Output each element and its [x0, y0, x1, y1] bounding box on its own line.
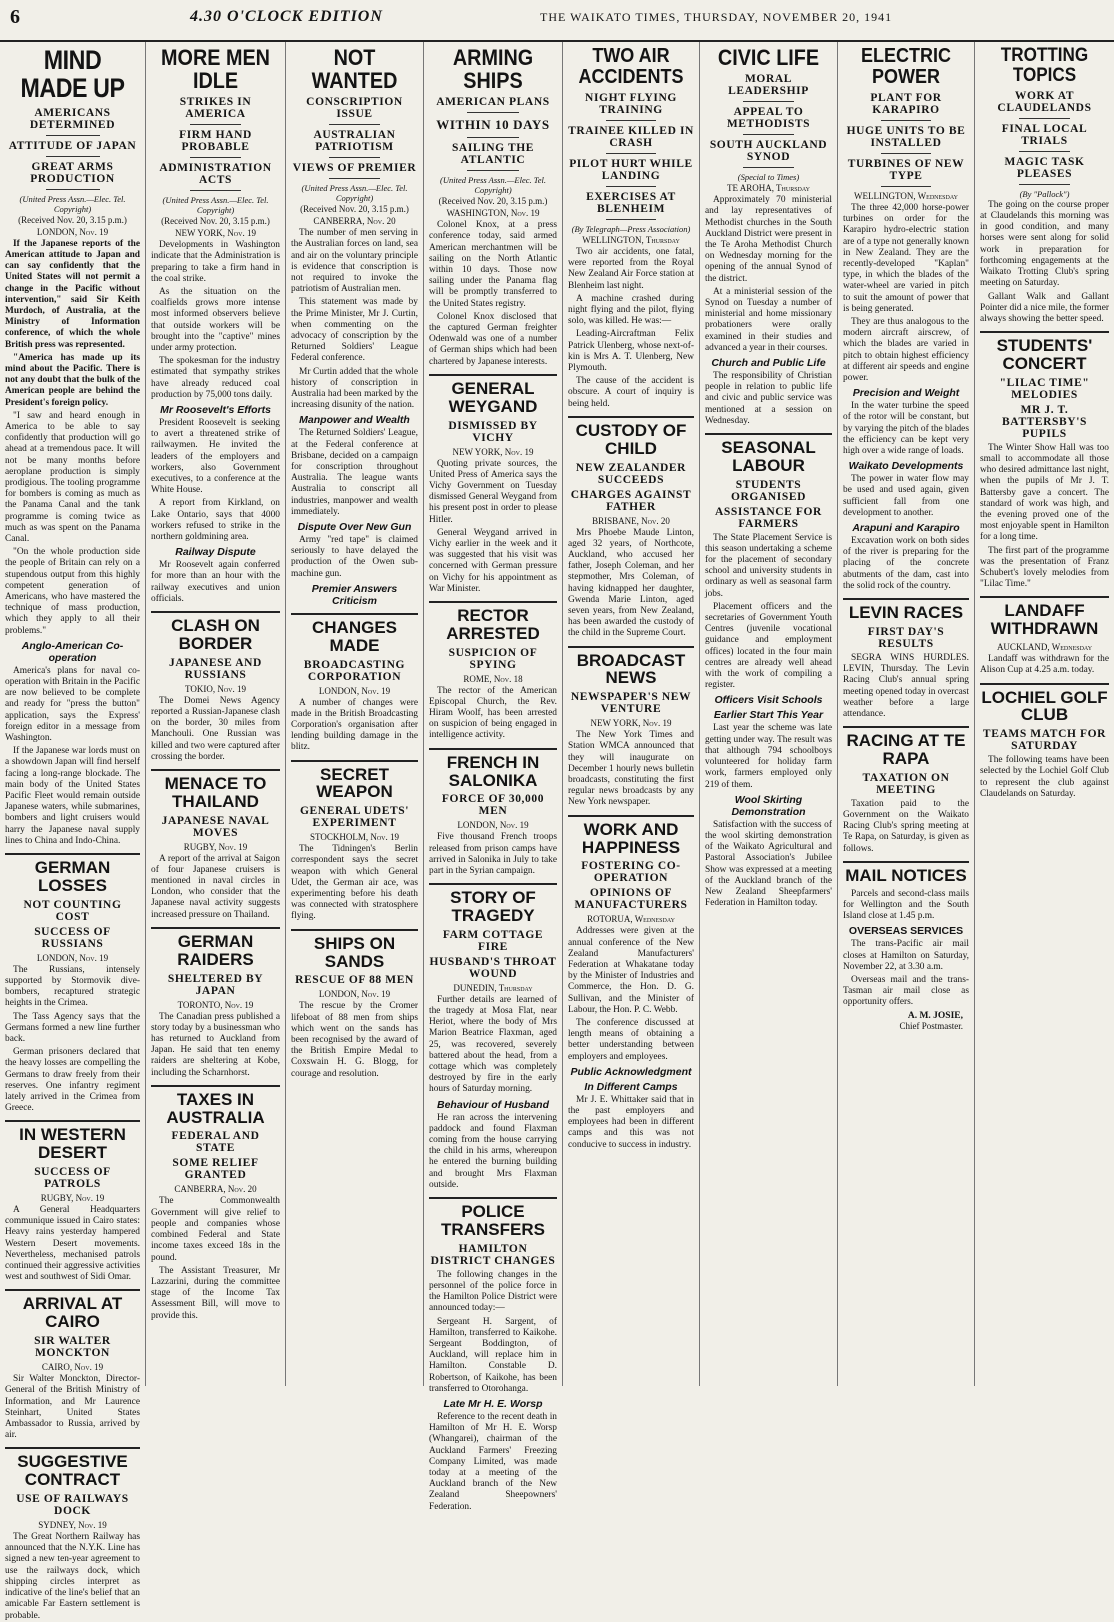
article-paragraph: Taxation paid to the Government on the Waikato Racing Club's spring meeting at Te Rapa, on Saturday, is given as follows.	[843, 798, 969, 854]
article-paragraph: Colonel Knox, at a press conference today, said armed American merchantmen will be sailing on the North Atlantic within 10 days. Those now sailing under the Panama flag will be promptly transferred to the United States registry.	[429, 220, 557, 309]
section-label: Officers Visit Schools	[714, 694, 823, 707]
article-paragraph: If the Japanese reports of the American attitude to Japan and can say confidently that the United States will not permit a change in the Pacific without intervention," said Sir Keith Murdoch, of Australia, at the Ministry of Information conference, of which the whole British press was represented.	[5, 238, 140, 350]
subhead: "LILAC TIME" MELODIES	[999, 376, 1090, 401]
subhead: SOME RELIEF GRANTED	[172, 1157, 259, 1182]
subhead: NEW ZEALANDER SUCCEEDS	[575, 461, 687, 486]
article-paragraph: Satisfaction with the success of the wool skirting demonstration of the Waikato Agricultural and Pastoral Association's Jubilee Show was expressed at a meeting of the Auckland branch of the New Zealand Sheepfarmers' Federation in Hamilton today.	[705, 819, 832, 909]
article-paragraph: At a ministerial session of the Synod on Tuesday a number of ministerial and home missionary probationers were orally examined in their studies and advanced a year in their courses.	[705, 286, 832, 353]
dateline: STOCKHOLM, Nov. 19	[309, 832, 399, 843]
subhead: AMERICAN PLANS	[436, 96, 550, 109]
subhead: CONSCRIPTION ISSUE	[306, 96, 403, 121]
subhead: PILOT HURT WHILE LANDING	[569, 158, 693, 182]
paper-date-line: THE WAIKATO TIMES, THURSDAY, NOVEMBER 20, 1941	[540, 10, 893, 24]
dateline: RUGBY, Nov. 19	[183, 841, 248, 852]
article-paragraph: A number of changes were made in the British Broadcasting Corporation's organisation after lending building damage in the blitz.	[291, 697, 418, 753]
headline-work-and-happiness: WORK AND HAPPINESS	[581, 819, 681, 857]
headline-menace-thailand: MENACE TO THAILAND	[164, 773, 267, 811]
headline-racing-te-rapa: RACING AT TE RAPA	[846, 731, 966, 768]
headline-seasonal-labour: SEASONAL LABOUR	[721, 437, 816, 475]
article-paragraph: The rescue by the Cromer lifeboat of 88 men from ships which went on the sands has been recognised by the award of the British Empire Medal to Coxswain H. G. Blogg, for courage and resolution.	[291, 1001, 418, 1079]
headline-french-salonika: FRENCH IN SALONIKA	[446, 752, 540, 790]
dateline: CAIRO, Nov. 19	[41, 1362, 104, 1373]
article-paragraph: Leading-Aircraftman Felix Patrick Ulenberg, whose next-of-kin is Mrs A. T. Ulenberg, New Plymouth.	[568, 329, 694, 374]
article-paragraph: The going on the course proper at Claudelands this morning was in good condition, and many horses were sent along for solid work in preparation for forthcoming engagements at the Waikato Trotting Club's spring meeting on Saturday.	[980, 199, 1109, 289]
wire-credit: (United Press Assn.—Elec. Tel. Copyright)	[440, 175, 546, 196]
section-label: Arapuni and Karapiro	[852, 522, 960, 535]
edition-title: 4.30 O'CLOCK EDITION	[190, 8, 383, 25]
headline-more-men-idle: MORE MEN IDLE	[161, 45, 270, 94]
headline-police-transfers: POLICE TRANSFERS	[441, 1202, 545, 1239]
article-paragraph: Further details are learned of the tragedy at Mosa Flat, near Heriot, where the body of Mrs Marion Beatrice Flaxman, aged 25, was recovered, severely battered about the head, from a cottage which was completely destroyed by fire in the early hours of Saturday morning.	[429, 994, 557, 1095]
subhead: FINAL LOCAL TRIALS	[1001, 122, 1088, 147]
section-label: Church and Public Life	[711, 356, 826, 369]
headline-students-concert: STUDENTS' CONCERT	[996, 336, 1093, 373]
headline-electric-power: ELECTRIC POWER	[861, 45, 951, 88]
dateline: BRISBANE, Nov. 20	[592, 515, 670, 526]
subhead: WITHIN 10 DAYS	[436, 117, 550, 133]
article-paragraph: Placement officers and the secretaries of Government Youth Centres (juvenile vocational guidance and employment offices) located in the four main centres are already well ahead with the work of compiling a register.	[705, 601, 832, 691]
article-paragraph: The Tass Agency says that the Germans formed a new line further back.	[5, 1011, 140, 1044]
headline-changes-made: CHANGES MADE	[311, 617, 397, 655]
subhead: MAGIC TASK PLEASES	[1004, 155, 1085, 180]
dateline: LONDON, Nov. 19	[36, 226, 109, 237]
subhead: FIRST DAY'S RESULTS	[867, 625, 945, 650]
dateline: AUCKLAND, Wednesday	[996, 642, 1093, 653]
column-4	[424, 42, 563, 1512]
section-label: Premier Answers Criticism	[311, 582, 398, 607]
article-paragraph: The spokesman for the industry estimated that sympathy strikes have already reduced coal production by 75,000 tons daily.	[151, 356, 280, 400]
article-paragraph: As the situation on the coalfields grows more intense most informed observers believe that outside workers will be brought into the "captive" mines under army protection.	[151, 287, 280, 354]
article-paragraph: The responsibility of Christian people in relation to public life and civic and public service was mentioned at a session on Wednesday.	[705, 370, 832, 426]
headline-custody-of-child: CUSTODY OF CHILD	[575, 420, 687, 458]
dateline: SYDNEY, Nov. 19	[38, 1520, 107, 1531]
article-paragraph: Mr Curtin added that the whole history of conscription in Australia had been marked by the increasing disunity of the nation.	[291, 366, 418, 411]
column-3	[286, 42, 424, 1386]
article-paragraph: Overseas mail and the trans-Tasman air mail close as opportunity offers.	[843, 974, 969, 1008]
page-number: 6	[10, 6, 20, 28]
received-time: (Received Nov. 20, 3.15 p.m.)	[18, 214, 127, 225]
subhead: NOT COUNTING COST	[23, 898, 122, 923]
headline-clash-on-border: CLASH ON BORDER	[171, 616, 260, 653]
subhead: SAILING THE ATLANTIC	[451, 142, 535, 167]
headline-arrival-cairo: ARRIVAL AT CAIRO	[22, 1294, 123, 1332]
article-paragraph: Mr J. E. Whittaker said that in the past employers and employees had been in different camps and this was not conducive to success in industry.	[568, 1094, 694, 1150]
subhead: WORK AT CLAUDELANDS	[997, 89, 1092, 114]
article-paragraph: If the Japanese war lords must on a showdown Japan will find herself facing a long-range blockade. The main body of the United States Pacific Fleet would remain outside Japanese waters, while submarines, bombers and light cruisers would harry the Japanese naval supply lines to China and Indo-China.	[5, 746, 140, 846]
article-paragraph: General Weygand arrived in Vichy earlier in the week and it was suggested that his visit was concerned with German pressure on Vichy for his appointment as War Minister.	[429, 527, 557, 594]
dateline: CANBERRA, Nov. 20	[313, 216, 396, 227]
headline-western-desert: IN WESTERN DESERT	[19, 1125, 126, 1163]
dateline: NEW YORK, Nov. 19	[452, 446, 534, 457]
article-paragraph: Landaff was withdrawn for the Alison Cup at 4.25 a.m. today.	[980, 654, 1109, 676]
article-paragraph: This statement was made by the Prime Minister, Mr J. Curtin, when commenting on the advocacy of conscription by the Returned Soldiers' League Federal conference.	[291, 297, 418, 364]
headline-trotting-topics: TROTTING TOPICS	[1000, 45, 1089, 86]
subhead: ATTITUDE OF JAPAN	[8, 139, 137, 152]
article-paragraph: America's plans for naval co-operation with Britain in the Pacific are now believed to be complete and ready for "press the button" application, says the Express' foreign editor in a message from Washington.	[5, 665, 140, 744]
section-label: Mr Roosevelt's Efforts	[160, 404, 271, 417]
article-paragraph: The Canadian press published a story today by a businessman who has returned to Auckland from Japan. He said that ten enemy raiders are sheltering at Kobe, including the Scharnhorst.	[151, 1011, 280, 1078]
headline-rector-arrested: RECTOR ARRESTED	[446, 605, 540, 643]
subhead: TAXATION ON MEETING	[862, 771, 950, 796]
subhead: HUGE UNITS TO BE INSTALLED	[846, 125, 966, 149]
column-5	[563, 42, 700, 1386]
article-paragraph: The State Placement Service is this season undertaking a scheme for the placement of secondary school and university students in ordinary as well as seasonal farm jobs.	[705, 532, 832, 599]
dateline: ROTORUA, Wednesday	[587, 914, 675, 925]
article-paragraph: In the water turbine the speed of the rotor will be constant, but by varying the pitch of the blades the efficiency can be kept very high over a wide range of loads.	[843, 401, 969, 457]
article-paragraph: "America has made up its mind about the Pacific. There is not any doubt that the bulk of the American people are behind the President's foreign policy.	[5, 352, 140, 408]
article-paragraph: Army "red tape" is claimed seriously to have delayed the production of the Owen sub-machine gun.	[291, 535, 418, 579]
section-label: Earlier Start This Year	[713, 709, 824, 722]
article-paragraph: A report of the arrival at Saigon of four Japanese cruisers is mentioned in naval circles in London, who consider that the Japanese naval activity suggests increased pressure on Thailand.	[151, 853, 280, 920]
headline-mind-made-up: MIND MADE UP	[20, 45, 125, 104]
subhead: VIEWS OF PREMIER	[292, 162, 417, 175]
article-paragraph: German prisoners declared that the heavy losses are compelling the Germans to draw freely from their reserves. One infantry regiment lately arrived in the Crimea from Greece.	[5, 1047, 140, 1114]
dateline: TE AROHA, Thursday	[726, 183, 811, 194]
subhead: APPEAL TO METHODISTS	[726, 106, 811, 131]
subhead: NEWSPAPER'S NEW VENTURE	[570, 691, 692, 716]
subhead: SHELTERED BY JAPAN	[167, 972, 264, 997]
dateline: LONDON, Nov. 19	[36, 952, 109, 963]
received-time: (Received Nov. 20, 3.15 p.m.)	[438, 196, 548, 207]
article-paragraph: Parcels and second-class mails for Wellington and the South Island close at 1.45 p.m.	[843, 888, 969, 922]
section-label: Railway Dispute	[175, 546, 256, 559]
article-paragraph: Mr Roosevelt again conferred for more than an hour with the railway executives and union officials.	[151, 560, 280, 604]
article-paragraph: Sir Walter Monckton, Director-General of the British Ministry of Information, and Mr Laurence Steinhart, United States Ambassador to Russia, arrived by air.	[5, 1374, 140, 1441]
section-label: Late Mr H. E. Worsp	[443, 1398, 543, 1411]
article-paragraph: A machine crashed during night flying and the pilot, flying solo, was killed. He was:—	[568, 293, 694, 327]
subhead: STUDENTS ORGANISED	[730, 478, 807, 503]
column-2	[146, 42, 286, 1386]
article-paragraph: The New York Times and Station WMCA announced that they will inaugurate on December 1 hourly news bulletin broadcasts, constituting the first regular news broadcasts by any New York newspaper.	[568, 730, 694, 808]
section-label: Wool Skirting Demonstration	[731, 793, 806, 818]
headline-story-of-tragedy: STORY OF TRAGEDY	[450, 888, 536, 925]
subhead: PLANT FOR KARAPIRO	[870, 92, 942, 116]
subhead: JAPANESE NAVAL MOVES	[161, 814, 270, 839]
article-paragraph: Five thousand French troops released from prison camps have arrived in Salonika in July to take part in the Syrian campaign.	[429, 832, 557, 876]
byline: (By "Pallock")	[1019, 188, 1070, 199]
subhead: JAPANESE AND RUSSIANS	[169, 656, 262, 681]
wire-credit: (Special to Times)	[737, 172, 800, 183]
article-paragraph: They are thus analogous to the modern aircraft airscrew, of which the blades are varied in pitch to obtain highest efficiency at different air speeds and engine power.	[843, 317, 969, 384]
subhead: BROADCASTING CORPORATION	[303, 658, 406, 683]
article-paragraph: The number of men serving in the Australian forces on land, sea and air on the voluntary principle is evidence that conscription is not required to invoke the patriotism of Australian men.	[291, 228, 418, 295]
article-paragraph: "On the whole production side the people of Britain can rely on a stupendous output from this highly competent generation of Americans, who have mastered the technique of mass production, which they apply to all their problems."	[5, 547, 140, 636]
subhead: NIGHT FLYING TRAINING	[585, 92, 677, 116]
dateline: TOKIO, Nov. 19	[185, 683, 246, 694]
headline-broadcast-news: BROADCAST NEWS	[576, 650, 686, 688]
headline-two-air-accidents: TWO AIR ACCIDENTS	[578, 45, 684, 88]
dateline: WELLINGTON, Wednesday	[854, 191, 958, 201]
article-paragraph: Excavation work on both sides of the river is preparing for the placing of the concrete abutments of the dam, cast into the solid rock of the country.	[843, 536, 969, 591]
article-paragraph: Sergeant H. Sargent, of Hamilton, transferred to Kaikohe. Sergeant Boddington, of Auckland, will replace him in Hamilton. Constable D. Robertson, of Kaikohe, has been transferred to Otorohanga.	[429, 1316, 557, 1394]
article-paragraph: The Winter Show Hall was too small to accommodate all those who desired admittance last night, when the pupils of Mr J. T. Battersby gave a concert. The standard of work was high, and the evening proved one of the most enjoyable spent in Hamilton for a long time.	[980, 442, 1109, 543]
article-paragraph: The rector of the American Episcopal Church, the Rev. Hiram Woolf, has been arrested on suspicion of being engaged in intelligence activity.	[429, 685, 557, 741]
article-paragraph: Approximately 70 ministerial and lay representatives of Methodist churches in the South Auckland District were present in the Te Aroha Methodist Church on Wednesday morning for the opening of the annual Synod of the district.	[705, 195, 832, 284]
dateline: WASHINGTON, Nov. 19	[446, 208, 540, 219]
subhead: SIR WALTER MONCKTON	[34, 1335, 111, 1360]
article-paragraph: The Domei News Agency reported a Russian-Japanese clash on the border, 30 miles from Manchouli. One Russian was killed and two were captured after crossing the border.	[151, 695, 280, 762]
subhead: FEDERAL AND STATE	[171, 1130, 260, 1155]
dateline: ROME, Nov. 18	[463, 673, 523, 684]
subhead: TRAINEE KILLED IN CRASH	[568, 125, 694, 149]
headline-arming-ships: ARMING SHIPS	[452, 45, 534, 94]
article-paragraph: The Commonwealth Government will give relief to people and companies whose combined Federal and State income taxes exceed 18s in the pound.	[151, 1196, 280, 1263]
article-paragraph: A report from Kirkland, on Lake Ontario, says that 4000 workers refused to strike in the northern goldmining area.	[151, 498, 280, 543]
headline-secret-weapon: SECRET WEAPON	[316, 764, 393, 802]
subhead: USE OF RAILWAYS DOCK	[16, 1493, 129, 1518]
article-paragraph: Two air accidents, one fatal, were reported from the Royal New Zealand Air Force station at Blenheim last night.	[568, 247, 694, 291]
wire-credit: (By Telegraph—Press Association)	[571, 224, 691, 234]
subhead: GREAT ARMS PRODUCTION	[30, 160, 115, 185]
subhead: AMERICANS DETERMINED	[29, 106, 116, 131]
headline-general-weygand: GENERAL WEYGAND	[448, 378, 538, 416]
article-paragraph: Last year the scheme was late getting under way. The result was that although 794 schoolboys volunteered for holiday farm work, farmers employed only 219 of them.	[705, 723, 832, 790]
wire-credit: (United Press Assn.—Elec. Tel. Copyright)	[301, 183, 408, 204]
headline-ships-on-sands: SHIPS ON SANDS	[313, 933, 396, 971]
section-label: Waikato Developments	[848, 460, 964, 473]
headline-not-wanted: NOT WANTED	[311, 45, 398, 94]
article-paragraph: The Returned Soldiers' League, at the Federal conference at Brisbane, decided on a campaign for conscription throughout Australia. The league wants Australia to conscript all industries, manpower and wealth immediately.	[291, 428, 418, 517]
article-paragraph: The following teams have been selected by the Lochiel Golf Club to represent the club against Claudelands on Saturday.	[980, 755, 1109, 799]
article-paragraph: The three 42,000 horse-power turbines on order for the Karapiro hydro-electric station are of a type not generally known in New Zealand. They are the recently-developed "Kaplan" type, in which the blades of the water-wheel are varied in pitch to suit the amount of power that is being generated.	[843, 203, 969, 314]
headline-civic-life: CIVIC LIFE	[717, 45, 820, 70]
wire-credit: (United Press Assn.—Elec. Tel. Copyright)	[162, 195, 269, 216]
subhead: RESCUE OF 88 MEN	[295, 974, 414, 987]
masthead	[0, 0, 1114, 42]
subhead: HAMILTON DISTRICT CHANGES	[430, 1242, 556, 1267]
dateline: TORONTO, Nov. 19	[177, 999, 254, 1010]
article-paragraph: Colonel Knox disclosed that the captured German freighter Odenwald was one of a number of German ships which had been chartered by Japanese interests.	[429, 311, 557, 367]
article-paragraph: The Tidningen's Berlin correspondent says the secret weapon with which General Udet, the German air ace, was experimenting before his death was connected with stratosphere flying.	[291, 844, 418, 922]
subhead: SUCCESS OF PATROLS	[34, 1166, 111, 1191]
dateline: CANBERRA, Nov. 20	[174, 1184, 257, 1195]
article-paragraph: The Assistant Treasurer, Mr Lazzarini, during the committee stage of the Income Tax Assessment Bill, will move to provide this.	[151, 1265, 280, 1321]
section-label: Behaviour of Husband	[436, 1098, 549, 1111]
dateline: LONDON, Nov. 19	[318, 989, 391, 1000]
received-time: (Received Nov. 20, 3.15 p.m.)	[161, 216, 270, 227]
article-paragraph: The first part of the programme was the presentation of Franz Schubert's lovely melodies from "Lilac Time."	[980, 545, 1109, 590]
subhead: OPINIONS OF MANUFACTURERS	[574, 887, 688, 912]
subhead: FIRM HAND PROBABLE	[179, 129, 252, 154]
subhead: DISMISSED BY VICHY	[448, 419, 538, 444]
subhead: SUSPICION OF SPYING	[448, 646, 538, 671]
headline-suggestive-contract: SUGGESTIVE CONTRACT	[17, 1452, 128, 1490]
section-label: Anglo-American Co-operation	[21, 639, 124, 664]
columns	[0, 42, 1114, 1621]
subhead: FOSTERING CO-OPERATION	[581, 860, 681, 885]
article-paragraph: Addresses were given at the annual conference of the New Zealand Manufacturers' Federation at Whakatane today by the Minister of Industries and Commerce, the Hon. D. G. Sullivan, and the Minister of Labour, the Hon. P. C. Webb.	[568, 926, 694, 1015]
headline-mail-notices: MAIL NOTICES	[845, 865, 967, 885]
subhead: AUSTRALIAN PATRIOTISM	[313, 129, 396, 154]
dateline: RUGBY, Nov. 19	[40, 1193, 105, 1204]
subhead: MORAL LEADERSHIP	[728, 73, 809, 98]
subhead: HUSBAND'S THROAT WOUND	[429, 955, 557, 980]
article-paragraph: The conference discussed at length means of obtaining a better understanding between employers and employees.	[568, 1017, 694, 1062]
dateline: NEW YORK, Nov. 19	[590, 718, 672, 729]
column-6	[700, 42, 838, 1386]
section-label: In Different Camps	[584, 1080, 678, 1093]
subhead: TURBINES OF NEW TYPE	[847, 158, 965, 182]
dateline: LONDON, Nov. 19	[457, 820, 529, 831]
article-paragraph: Mrs Phoebe Maude Linton, aged 32 years, of Northcote, Auckland, who accused her father, Joseph Coleman, and her stepmother, Mrs Coleman, of having kidnapped her daughter, Gwenda Marie Linton, aged seven years, from New Zealand, has been awarded the custody of the child in the Supreme Court.	[568, 527, 694, 639]
section-label: Manpower and Wealth	[299, 414, 410, 427]
subhead: EXERCISES AT BLENHEIM	[586, 191, 676, 215]
dateline: NEW YORK, Nov. 19	[175, 228, 256, 239]
subhead: SUCCESS OF RUSSIANS	[34, 925, 111, 950]
section-label: Public Acknowledgment	[570, 1065, 692, 1078]
signature: A. M. JOSIE,	[907, 1010, 963, 1021]
wire-credit: (United Press Assn.—Elec. Tel. Copyright)	[19, 193, 126, 214]
article-paragraph: The Russians, intensely supported by Stormovik dive-bombers, recaptured strategic heights in the Crimea.	[5, 964, 140, 1009]
received-time: (Received Nov. 20, 3.15 p.m.)	[300, 204, 409, 215]
subhead: SOUTH AUCKLAND SYNOD	[709, 139, 828, 164]
subhead: TEAMS MATCH FOR SATURDAY	[982, 728, 1107, 753]
headline-lochiel-golf: LOCHIEL GOLF CLUB	[981, 687, 1108, 725]
article-paragraph: Developments in Washington indicate that the Administration is preparing to take a firm hand in the coal strike.	[151, 240, 280, 284]
article-paragraph: The following changes in the personnel of the police force in the Hamilton Police District were announced today:—	[429, 1269, 557, 1314]
subhead: STRIKES IN AMERICA	[179, 96, 252, 121]
headline-levin-races: LEVIN RACES	[848, 603, 964, 623]
dateline: LONDON, Nov. 19	[318, 685, 391, 696]
subhead: ADMINISTRATION ACTS	[159, 162, 272, 187]
headline-taxes-australia: TAXES IN AUSTRALIA	[166, 1089, 265, 1127]
dateline: DUNEDIN, Thursday	[453, 982, 533, 993]
column-1	[0, 42, 146, 1621]
article-paragraph: He ran across the intervening paddock and found Flaxman coming from the house carrying the child in his arms, whereupon he entered the burning building and brought Mrs Flaxman outside.	[429, 1112, 557, 1190]
dateline: WELLINGTON, Thursday	[582, 235, 680, 245]
article-paragraph: The cause of the accident is obscure. A court of inquiry is being held.	[568, 376, 694, 409]
subhead: FORCE OF 30,000 MEN	[441, 793, 545, 818]
section-label: OVERSEAS SERVICES	[848, 925, 964, 938]
article-paragraph: Gallant Walk and Gallant Pointer did a nice mile, the former always showing the better speed.	[980, 291, 1109, 324]
subhead: GENERAL UDETS' EXPERIMENT	[299, 805, 410, 830]
column-8	[975, 42, 1114, 1386]
article-paragraph: The power in water flow may be used and used again, given sufficient fall from one development to another.	[843, 474, 969, 518]
signature-title: Chief Postmaster.	[899, 1020, 963, 1031]
subhead: CHARGES AGAINST FATHER	[570, 488, 692, 513]
article-paragraph: The Great Northern Railway has announced that the N.Y.K. Line has signed a new ten-year agreement to use the railways dock, which shipping circles interpret as indicative of the line's belief that an amicable Far Eastern settlement is probable.	[5, 1532, 140, 1621]
article-paragraph: Reference to the recent death in Hamilton of Mr H. E. Worsp (Whangarei), chairman of the Auckland Farmers' Freezing Company Limited, was made today at a meeting of the Auckland branch of the New Zealand Sheepowners' Federation.	[429, 1412, 557, 1512]
headline-landaff-withdrawn: LANDAFF WITHDRAWN	[990, 601, 1099, 639]
article-paragraph: Quoting private sources, the United Press of America says the Vichy Government on Tuesday dismissed General Weygand from his present post in order to please Hitler.	[429, 458, 557, 525]
article-paragraph: SEGRA WINS HURDLES. LEVIN, Thursday. The Levin Racing Club's annual spring meeting opened today in overcast weather before a large attendance.	[843, 652, 969, 719]
subhead: MR J. T. BATTERSBY'S PUPILS	[1002, 403, 1087, 440]
subhead: ASSISTANCE FOR FARMERS	[715, 505, 822, 530]
subhead: FARM COTTAGE FIRE	[442, 928, 544, 953]
article-paragraph: President Roosevelt is seeking to avert a threatened strike of railwaymen. He invited the leaders of the employers and workers, also Government executives, to a conference at the White House.	[151, 418, 280, 496]
section-label: Dispute Over New Gun	[297, 521, 412, 534]
headline-german-raiders: GERMAN RAIDERS	[177, 931, 254, 969]
article-paragraph: A General Headquarters communique issued in Cairo states: Heavy rains yesterday hampered Western Desert movements. Nevertheless, mechanised patrols continued their aggressive activities west and southwest of Sidi Omar.	[5, 1205, 140, 1283]
article-paragraph: "I saw and heard enough in America to be able to say confidently that production will go ahead at a tremendous pace. It will not be many months before aeroplane production is simply prodigious. The tooling programme for bombers is coming as much as the Panama Canal and the tank programme is coming twice as much as was spent on the Panama Canal.	[5, 410, 140, 544]
section-label: Precision and Weight	[852, 387, 960, 400]
column-7	[838, 42, 975, 1386]
article-paragraph: The trans-Pacific air mail closes at Hamilton on Saturday, November 22, at 3.30 a.m.	[843, 939, 969, 972]
headline-german-losses: GERMAN LOSSES	[34, 858, 111, 895]
